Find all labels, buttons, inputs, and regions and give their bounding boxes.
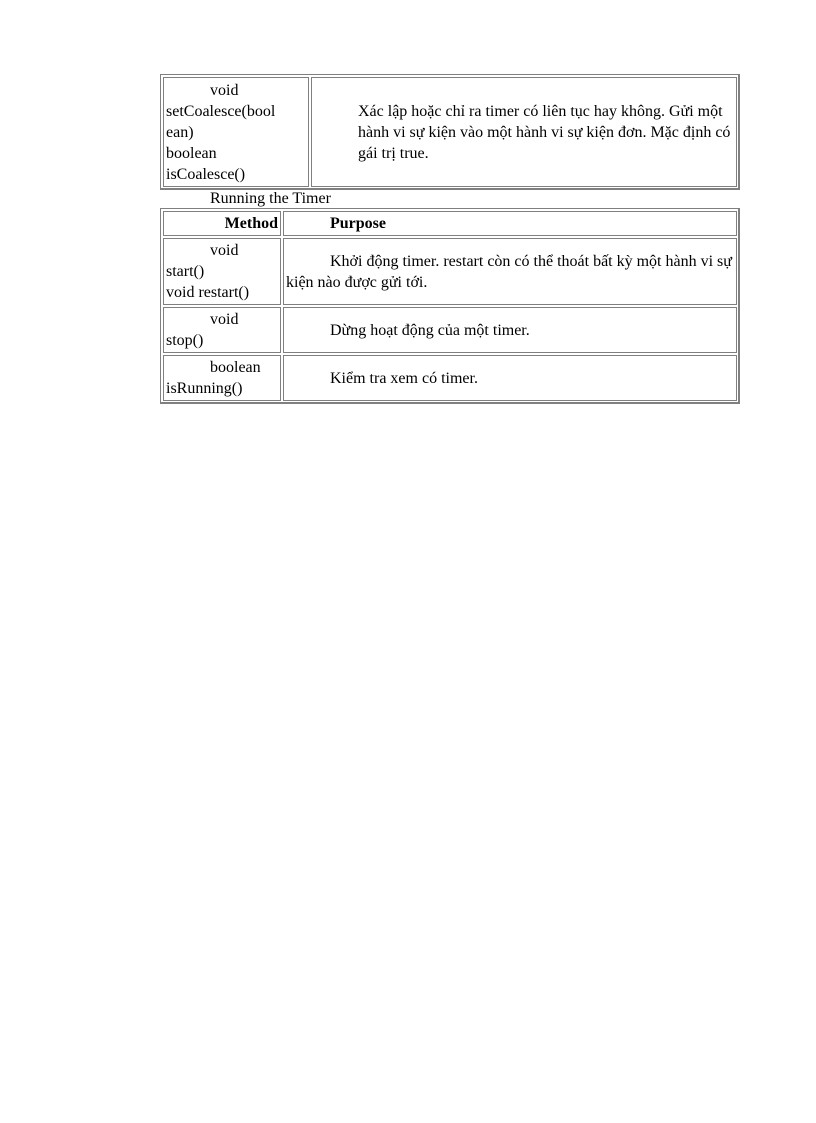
purpose-text: Kiểm tra xem có timer. xyxy=(330,369,478,387)
section-caption: Running the Timer xyxy=(210,190,331,207)
method-cell xyxy=(163,355,281,401)
table-row xyxy=(163,77,737,187)
method-cell xyxy=(163,77,309,187)
table-row xyxy=(163,238,737,305)
method-text: isCoalesce() xyxy=(166,165,246,183)
method-text: start() xyxy=(166,263,205,280)
method-text: stop() xyxy=(166,332,204,349)
method-text: void restart() xyxy=(166,284,250,301)
purpose-text: Dừng hoạt động của một timer. xyxy=(330,321,530,339)
purpose-cell xyxy=(283,307,737,353)
method-text: ean) xyxy=(166,123,194,141)
document-page xyxy=(160,74,740,404)
method-text: boolean xyxy=(210,359,261,376)
method-cell xyxy=(163,238,281,305)
purpose-cell xyxy=(283,238,737,305)
method-text: setCoalesce(bool xyxy=(166,102,276,120)
purpose-cell xyxy=(283,355,737,401)
method-text: boolean xyxy=(166,144,217,162)
method-header: Method xyxy=(163,211,281,236)
table-row xyxy=(163,307,737,353)
method-text: void xyxy=(210,242,239,259)
running-timer-table xyxy=(160,208,740,404)
purpose-text: Khởi động timer. restart còn có thể thoát bất kỳ một hành vi sự kiện nào được gửi tới. xyxy=(286,252,732,291)
method-text: void xyxy=(210,311,239,328)
purpose-cell xyxy=(311,77,737,187)
method-text: isRunning() xyxy=(166,380,243,397)
table-header-row xyxy=(163,211,737,236)
purpose-header: Purpose xyxy=(283,211,737,236)
purpose-text: Xác lập hoặc chỉ ra timer có liên tục hay không. Gửi một hành vi sự kiện vào một hành vi sự kiện đơn. Mặc định có gái trị true. xyxy=(358,102,731,162)
table-row xyxy=(163,355,737,401)
method-text: void xyxy=(210,81,239,99)
coalesce-table xyxy=(160,74,740,190)
method-cell xyxy=(163,307,281,353)
